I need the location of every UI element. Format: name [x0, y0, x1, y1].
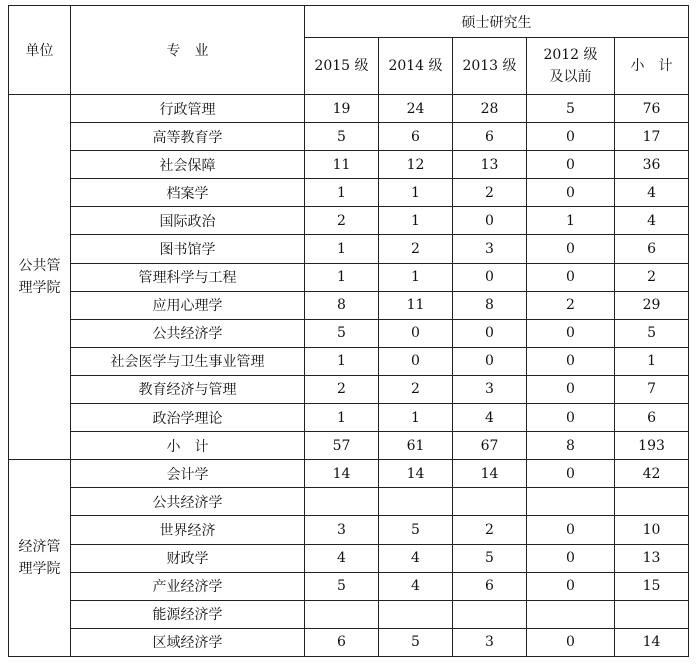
value-cell: 2: [453, 516, 527, 544]
value-cell: 4: [379, 544, 453, 572]
value-cell: 7: [615, 375, 689, 403]
value-cell: 5: [527, 95, 615, 123]
value-cell: 28: [453, 95, 527, 123]
major-cell: 小 计: [71, 432, 305, 460]
value-cell: 6: [453, 572, 527, 600]
unit-label: 公共管 理学院: [18, 258, 61, 297]
major-cell: 教育经济与管理: [71, 375, 305, 403]
table-row: [9, 235, 689, 263]
value-cell: 19: [305, 95, 379, 123]
value-cell: 4: [615, 207, 689, 235]
value-cell: 3: [453, 235, 527, 263]
value-cell: 5: [379, 516, 453, 544]
value-cell: 13: [615, 544, 689, 572]
header-year-2014: 2014 级: [379, 38, 453, 95]
major-cell: 产业经济学: [71, 572, 305, 600]
value-cell: 6: [305, 628, 379, 656]
value-cell: 2: [527, 291, 615, 319]
major-cell: 公共经济学: [71, 488, 305, 516]
table-row: [9, 179, 689, 207]
header-year-2012-text: 2012 级 及以前: [543, 47, 598, 85]
value-cell: 8: [527, 432, 615, 460]
value-cell: [527, 600, 615, 628]
value-cell: [453, 600, 527, 628]
value-cell: 0: [527, 263, 615, 291]
major-cell: 应用心理学: [71, 291, 305, 319]
major-cell: 图书馆学: [71, 235, 305, 263]
unit-cell: [9, 95, 71, 460]
table-row: [9, 516, 689, 544]
value-cell: 4: [305, 544, 379, 572]
major-cell: 国际政治: [71, 207, 305, 235]
value-cell: 2: [305, 375, 379, 403]
table-row: [9, 600, 689, 628]
value-cell: 5: [379, 628, 453, 656]
value-cell: 2: [305, 207, 379, 235]
table-row: [9, 488, 689, 516]
table-row: [9, 347, 689, 375]
value-cell: 3: [453, 375, 527, 403]
value-cell: 0: [527, 179, 615, 207]
header-year-2012-earlier: [527, 38, 615, 95]
major-cell: 能源经济学: [71, 600, 305, 628]
value-cell: 11: [305, 151, 379, 179]
value-cell: 1: [379, 179, 453, 207]
value-cell: 5: [453, 544, 527, 572]
value-cell: 3: [453, 628, 527, 656]
value-cell: 1: [379, 207, 453, 235]
value-cell: 36: [615, 151, 689, 179]
table-row: [9, 263, 689, 291]
value-cell: 0: [527, 375, 615, 403]
header-group: 硕士研究生: [305, 6, 689, 38]
value-cell: 1: [615, 347, 689, 375]
value-cell: 57: [305, 432, 379, 460]
header-year-2015: 2015 级: [305, 38, 379, 95]
table-row: [9, 319, 689, 347]
table-row: [9, 572, 689, 600]
table-row: [9, 291, 689, 319]
value-cell: 4: [453, 404, 527, 432]
value-cell: 67: [453, 432, 527, 460]
major-cell: 会计学: [71, 460, 305, 488]
value-cell: 17: [615, 123, 689, 151]
value-cell: 1: [305, 179, 379, 207]
value-cell: 4: [615, 179, 689, 207]
value-cell: 0: [527, 151, 615, 179]
value-cell: 0: [527, 544, 615, 572]
value-cell: 15: [615, 572, 689, 600]
value-cell: 29: [615, 291, 689, 319]
value-cell: 14: [615, 628, 689, 656]
value-cell: 4: [379, 572, 453, 600]
table-row: [9, 628, 689, 656]
value-cell: [305, 488, 379, 516]
value-cell: 0: [527, 319, 615, 347]
unit-cell: [9, 460, 71, 657]
value-cell: 0: [379, 319, 453, 347]
major-cell: 世界经济: [71, 516, 305, 544]
table-row: [9, 432, 689, 460]
value-cell: 13: [453, 151, 527, 179]
header-unit: 单位: [9, 6, 71, 95]
value-cell: 1: [305, 404, 379, 432]
value-cell: 5: [305, 123, 379, 151]
value-cell: 3: [305, 516, 379, 544]
value-cell: 5: [615, 319, 689, 347]
value-cell: 1: [305, 235, 379, 263]
value-cell: 1: [379, 263, 453, 291]
value-cell: 12: [379, 151, 453, 179]
major-cell: 社会医学与卫生事业管理: [71, 347, 305, 375]
major-cell: 公共经济学: [71, 319, 305, 347]
value-cell: 0: [527, 516, 615, 544]
value-cell: [379, 488, 453, 516]
value-cell: 42: [615, 460, 689, 488]
value-cell: 0: [453, 263, 527, 291]
enrollment-table: [8, 5, 689, 657]
major-cell: 档案学: [71, 179, 305, 207]
major-cell: 行政管理: [71, 95, 305, 123]
value-cell: 1: [379, 404, 453, 432]
value-cell: 6: [379, 123, 453, 151]
value-cell: [305, 600, 379, 628]
value-cell: 0: [527, 123, 615, 151]
major-cell: 政治学理论: [71, 404, 305, 432]
header-major: 专 业: [71, 6, 305, 95]
header-year-2013: 2013 级: [453, 38, 527, 95]
value-cell: 0: [453, 207, 527, 235]
value-cell: 10: [615, 516, 689, 544]
value-cell: 24: [379, 95, 453, 123]
value-cell: [453, 488, 527, 516]
value-cell: 6: [615, 235, 689, 263]
value-cell: 14: [453, 460, 527, 488]
value-cell: 0: [527, 628, 615, 656]
value-cell: 8: [453, 291, 527, 319]
value-cell: 0: [379, 347, 453, 375]
value-cell: 0: [527, 572, 615, 600]
value-cell: 2: [615, 263, 689, 291]
table-row: [9, 544, 689, 572]
value-cell: 6: [453, 123, 527, 151]
value-cell: 2: [453, 179, 527, 207]
major-cell: 社会保障: [71, 151, 305, 179]
table-row: [9, 95, 689, 123]
value-cell: 0: [453, 347, 527, 375]
value-cell: [379, 600, 453, 628]
major-cell: 管理科学与工程: [71, 263, 305, 291]
value-cell: 0: [453, 319, 527, 347]
value-cell: [615, 600, 689, 628]
header-subtotal: 小 计: [615, 38, 689, 95]
major-cell: 区域经济学: [71, 628, 305, 656]
table-row: [9, 460, 689, 488]
major-cell: 财政学: [71, 544, 305, 572]
table-row: [9, 123, 689, 151]
value-cell: 8: [305, 291, 379, 319]
value-cell: 6: [615, 404, 689, 432]
value-cell: 0: [527, 347, 615, 375]
value-cell: 0: [527, 460, 615, 488]
value-cell: 1: [305, 263, 379, 291]
table-row: [9, 151, 689, 179]
value-cell: 0: [527, 235, 615, 263]
value-cell: 2: [379, 375, 453, 403]
table-row: [9, 404, 689, 432]
value-cell: 5: [305, 319, 379, 347]
value-cell: 14: [379, 460, 453, 488]
value-cell: 11: [379, 291, 453, 319]
value-cell: [615, 488, 689, 516]
value-cell: 1: [527, 207, 615, 235]
value-cell: 76: [615, 95, 689, 123]
value-cell: 1: [305, 347, 379, 375]
value-cell: 0: [527, 404, 615, 432]
unit-label: 经济管 理学院: [18, 539, 61, 577]
value-cell: 61: [379, 432, 453, 460]
table-row: [9, 207, 689, 235]
value-cell: [527, 488, 615, 516]
value-cell: 193: [615, 432, 689, 460]
value-cell: 2: [379, 235, 453, 263]
major-cell: 高等教育学: [71, 123, 305, 151]
table-row: [9, 375, 689, 403]
value-cell: 14: [305, 460, 379, 488]
value-cell: 5: [305, 572, 379, 600]
